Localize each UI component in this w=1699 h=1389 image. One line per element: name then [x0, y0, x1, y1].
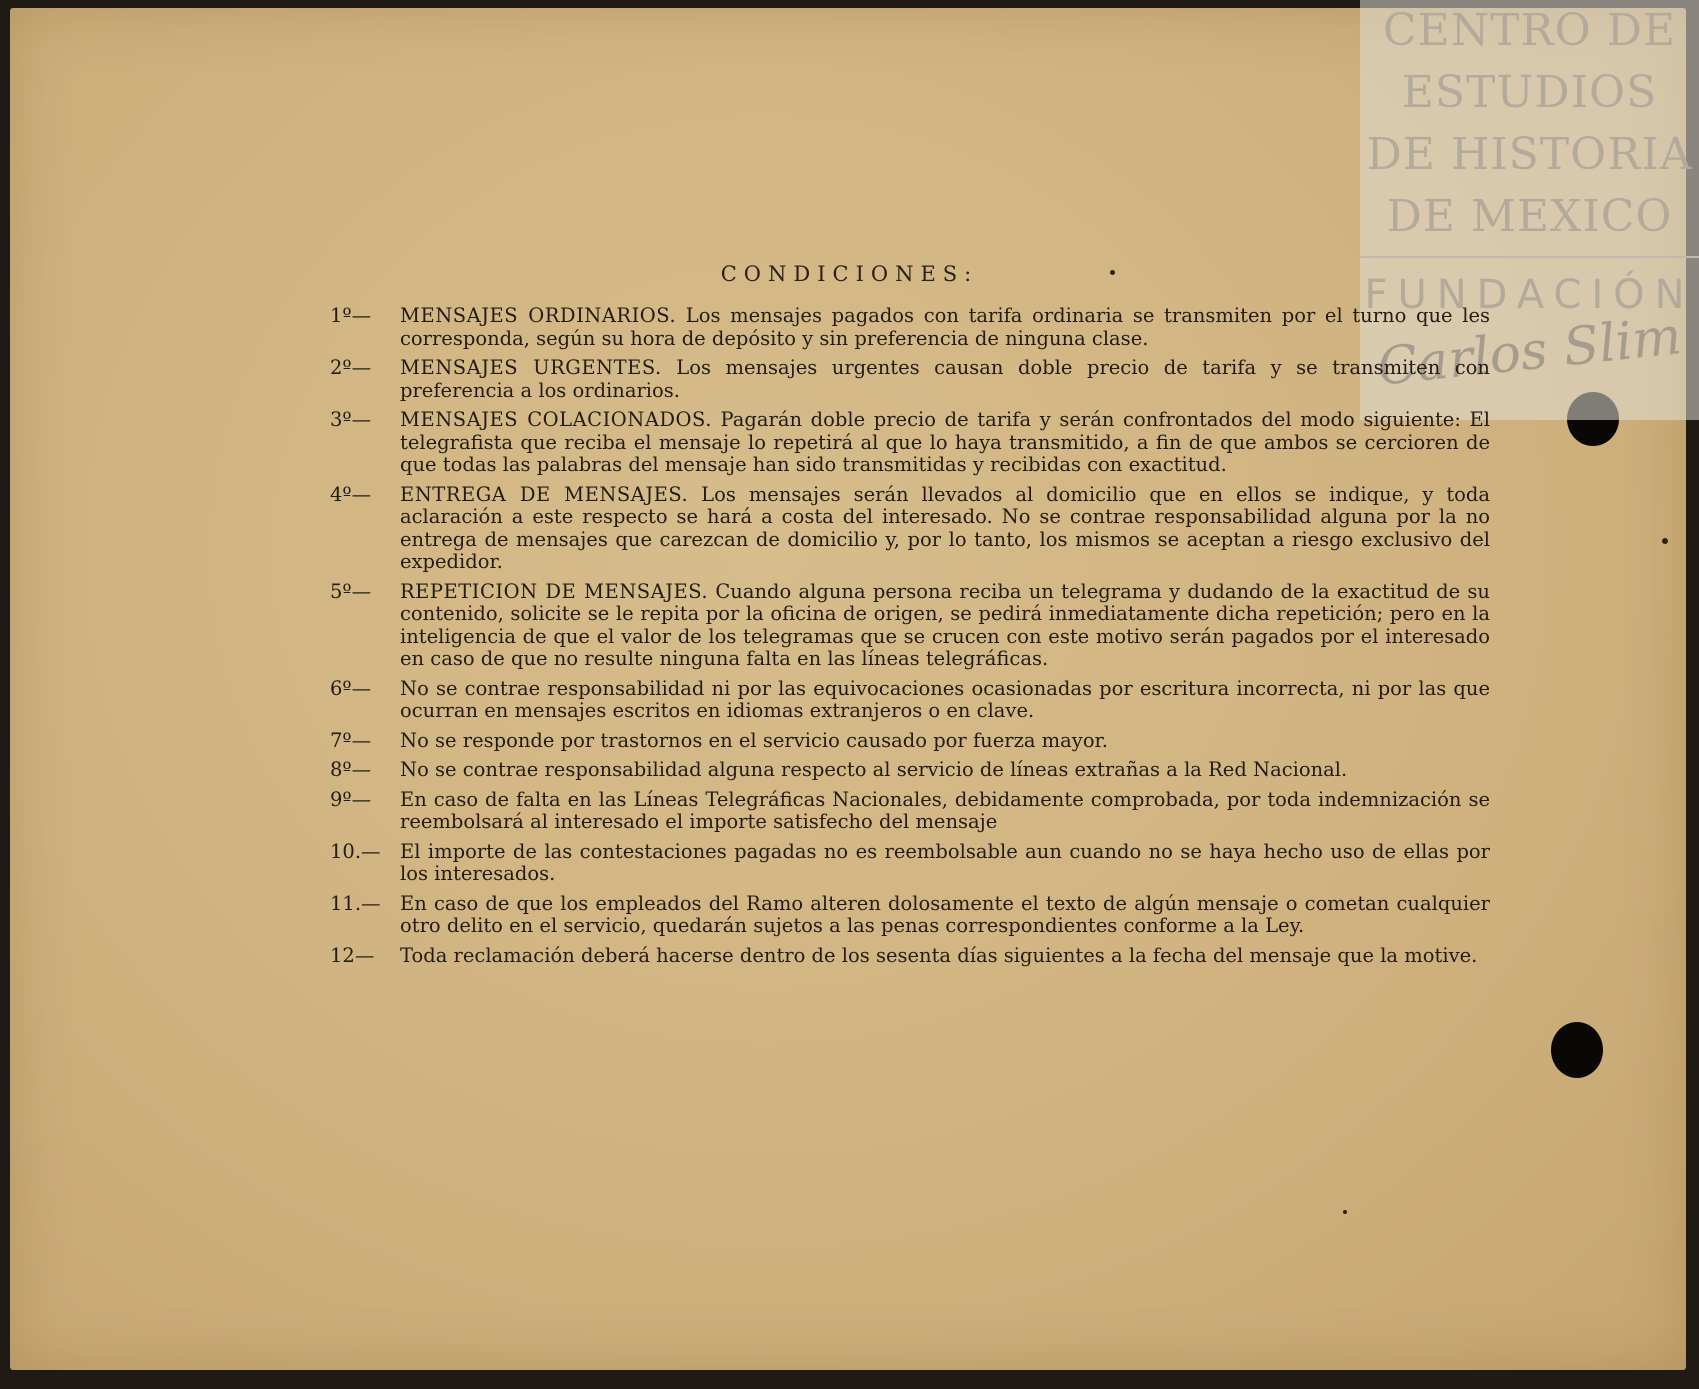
condition-text: No se responde por trastornos en el servicio causado por fuerza mayor.: [400, 728, 1108, 752]
document-title: CONDICIONES:: [720, 262, 979, 286]
condition-item: [330, 305, 1490, 350]
condition-number: 11.—: [330, 891, 381, 915]
watermark-line: CENTRO DE: [1382, 5, 1677, 56]
condition-text: En caso de falta en las Líneas Telegráficas Nacionales, debidamente comprobada, por toda indemnización se reembolsará al interesado el importe satisfecho del mensaje: [400, 787, 1490, 833]
watermark-line: DE HISTORIA: [1366, 129, 1693, 180]
watermark-signature: Carlos Slim: [1374, 306, 1685, 398]
watermark-foundation: FUNDACIÓN: [1364, 272, 1695, 318]
condition-number: 1º—: [330, 304, 372, 327]
condition-item: [330, 730, 1490, 753]
condition-text: En caso de que los empleados del Ramo alteren dolosamente el texto de algún mensaje o cometan cualquier otro delito en el servicio, quedarán sujetos a las penas correspondientes conforme a la Ley.: [400, 891, 1490, 937]
condition-text: Los mensajes serán llevados al domicilio que en ellos se indique, y toda aclaración a este respecto se hará a costa del interesado. No se contrae responsabilidad alguna por la no entrega de mensajes que carezcan de domicilio y, por lo tanto, los mismos se aceptan a riesgo exclusivo del expedidor.: [400, 482, 1491, 573]
condition-item: [330, 893, 1490, 938]
watermark-line: ESTUDIOS: [1401, 67, 1658, 118]
condition-item: [330, 581, 1490, 671]
watermark-line: DE MEXICO: [1386, 191, 1673, 242]
conditions-list: [330, 305, 1490, 974]
paper-speck: [1662, 538, 1668, 544]
condition-item: [330, 357, 1490, 402]
punch-hole-bottom: [1551, 1022, 1603, 1078]
condition-text: El importe de las contestaciones pagadas no es reembolsable aun cuando no se haya hecho uso de ellas por los interesados.: [400, 839, 1490, 885]
condition-item: [330, 484, 1490, 574]
condition-text: Pagarán doble precio de tarifa y serán confrontados del modo siguiente: El telegrafista que reciba el mensaje lo repetirá al que lo haya transmitido, a fin de que ambos se cercioren de que todas las palabras del mensaje han sido transmitidas y recibidas con exactitud.: [400, 408, 1491, 476]
condition-number: 8º—: [330, 758, 372, 781]
condition-heading: REPETICION DE MENSAJES.: [400, 579, 709, 603]
condition-text: No se contrae responsabilidad alguna respecto al servicio de líneas extrañas a la Red Nacional.: [400, 758, 1348, 781]
condition-heading: MENSAJES COLACIONADOS.: [400, 408, 712, 431]
condition-number: 2º—: [330, 356, 372, 379]
condition-number: 7º—: [330, 728, 372, 752]
condition-item: [330, 945, 1490, 968]
condition-text: No se contrae responsabilidad ni por las equivocaciones ocasionadas por escritura incorrecta, ni por las que ocurran en mensajes escritos en idiomas extranjeros o en clave.: [400, 676, 1490, 722]
condition-item: [330, 841, 1490, 886]
condition-number: 3º—: [330, 408, 372, 431]
condition-heading: MENSAJES URGENTES.: [400, 356, 662, 379]
condition-heading: MENSAJES ORDINARIOS.: [400, 304, 677, 327]
condition-item: [330, 678, 1490, 723]
condition-number: 12—: [330, 943, 375, 967]
watermark-divider: [1360, 256, 1699, 258]
condition-number: 6º—: [330, 676, 372, 700]
condition-number: 10.—: [330, 839, 381, 863]
condition-item: [330, 409, 1490, 477]
condition-number: 9º—: [330, 787, 372, 811]
condition-text: Cuando alguna persona reciba un telegrama y dudando de la exactitud de su contenido, solicite se le repita por la oficina de origen, se pedirá inmediatamente dicha repetición; pero en la inteligencia de que el valor de los telegramas que se crucen con este motivo serán pagados por el interesado en caso de que no resulte ninguna falta en las líneas telegráficas.: [400, 579, 1490, 670]
condition-number: 4º—: [330, 482, 372, 506]
condition-text: Los mensajes pagados con tarifa ordinaria se transmiten por el turno que les corresponda, según su hora de depósito y sin preferencia de ninguna clase.: [400, 304, 1491, 350]
condition-heading: ENTREGA DE MENSAJES.: [400, 482, 689, 506]
condition-item: [330, 759, 1490, 782]
condition-number: 5º—: [330, 579, 372, 603]
condition-item: [330, 789, 1490, 834]
condition-text: Los mensajes urgentes causan doble precio de tarifa y se transmiten con preferencia a los ordinarios.: [400, 356, 1490, 402]
paper-speck: [1343, 1210, 1347, 1214]
condition-text: Toda reclamación deberá hacerse dentro de los sesenta días siguientes a la fecha del mensaje que la motive.: [400, 943, 1478, 967]
